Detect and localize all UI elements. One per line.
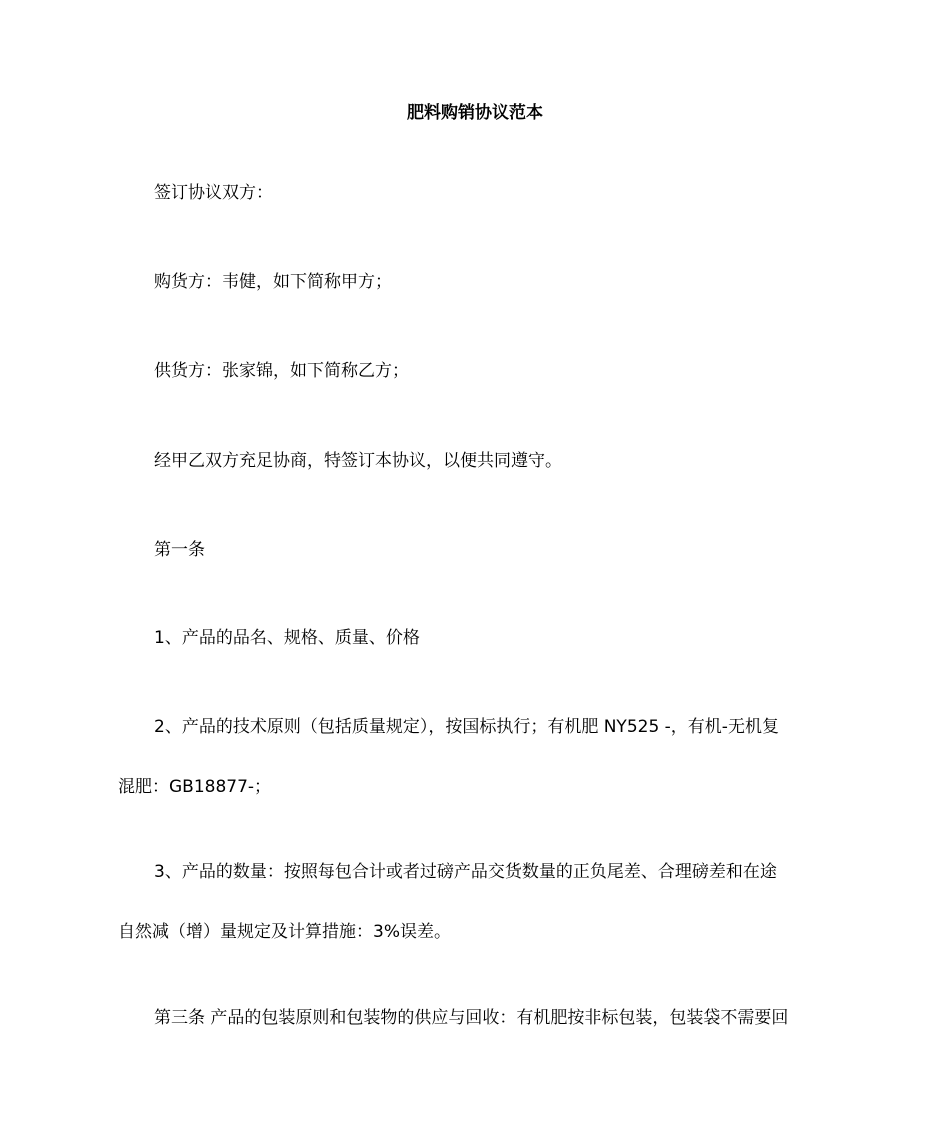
paragraph-signing-parties — [118, 178, 838, 208]
paragraph-line: 3、产品的数量：按照每包合计或者过磅产品交货数量的正负尾差、合理磅差和在途 — [154, 862, 777, 882]
paragraph-line: 自然减（增）量规定及计算措施：3%误差。 — [118, 922, 451, 942]
paragraph-line: 2、产品的技术原则（包括质量规定），按国标执行；有机肥 NY525 -，有机-无机复 — [154, 717, 779, 737]
paragraph-line: 第一条 — [154, 540, 205, 560]
paragraph-line: 1、产品的品名、规格、质量、价格 — [154, 628, 420, 648]
paragraph-line: 签订协议双方： — [154, 183, 273, 203]
document-title: 肥料购销协议范本 — [407, 103, 543, 123]
paragraph-line: 经甲乙双方充足协商，特签订本协议，以便共同遵守。 — [154, 451, 562, 471]
paragraph-line: 第三条 产品的包装原则和包装物的供应与回收：有机肥按非标包装，包装袋不需要回 — [154, 1008, 789, 1028]
paragraph-line: 混肥：GB18877-； — [118, 777, 272, 797]
paragraph-supplier — [118, 356, 838, 386]
paragraph-item-3 — [118, 857, 838, 947]
paragraph-line: 供货方：张家锦，如下简称乙方； — [154, 361, 409, 381]
paragraph-agreement-intro — [118, 446, 838, 476]
paragraph-article-three — [118, 1003, 838, 1033]
paragraph-line: 购货方：韦健，如下简称甲方； — [154, 272, 392, 292]
paragraph-buyer — [118, 267, 838, 297]
paragraph-item-2 — [118, 712, 838, 802]
paragraph-item-1 — [118, 623, 838, 653]
paragraph-article-one — [118, 535, 838, 565]
